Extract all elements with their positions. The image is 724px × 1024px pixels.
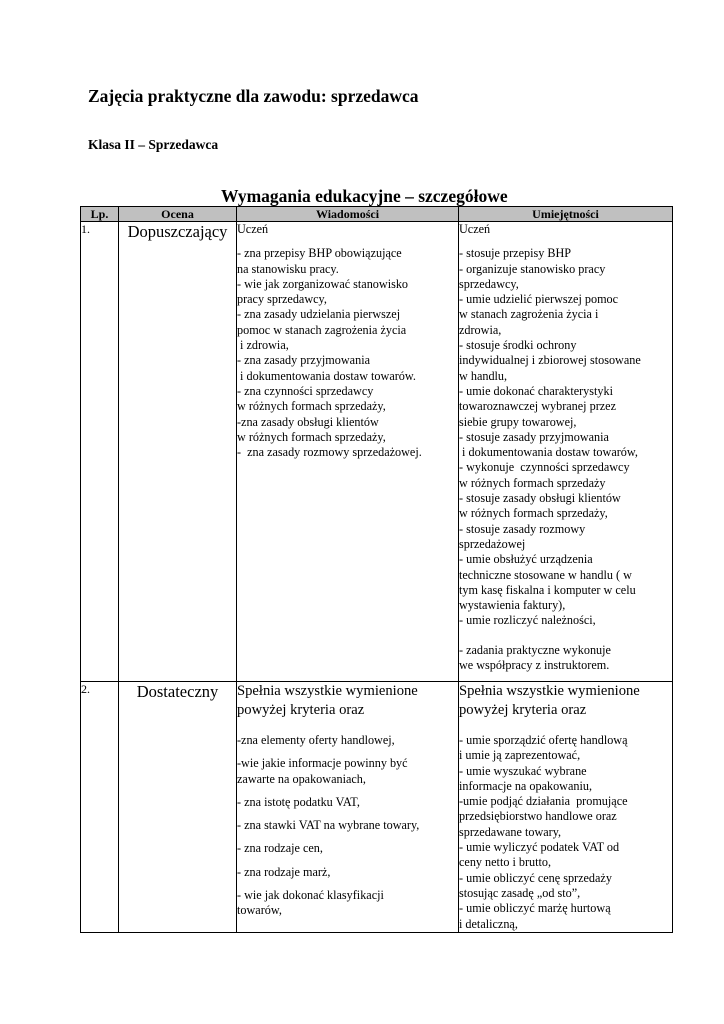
list-item: w różnych formach sprzedaży <box>459 475 606 490</box>
list-item: - wykonuje czynności sprzedawcy <box>459 460 630 475</box>
list-item: w różnych formach sprzedaży, <box>237 399 386 414</box>
list-item: pracy sprzedawcy, <box>237 292 327 307</box>
cell-intro: Spełnia wszystkie wymienione <box>237 683 418 699</box>
list-item: przedsiębiorstwo handlowe oraz <box>459 809 617 824</box>
cell-intro: Spełnia wszystkie wymienione <box>459 683 640 699</box>
list-item: zdrowia, <box>459 322 502 337</box>
list-item: - zadania praktyczne wykonuje <box>459 642 611 657</box>
list-item: - organizuje stanowisko pracy <box>459 261 606 276</box>
list-item: we współpracy z instruktorem. <box>459 658 610 673</box>
list-item: indywidualnej i zbiorowej stosowane <box>459 353 641 368</box>
table-row <box>81 682 673 933</box>
table-row <box>81 222 673 682</box>
list-item: - umie obliczyć marżę hurtową <box>459 901 611 916</box>
list-item: stosując zasadę „od sto”, <box>459 885 581 900</box>
list-item: sprzedażowej <box>459 536 526 551</box>
skills-cell <box>459 682 673 933</box>
list-item: -zna elementy oferty handlowej, <box>237 733 395 747</box>
list-item: - zna stawki VAT na wybrane towary, <box>237 818 420 833</box>
list-item: - zna rodzaje cen, <box>237 841 323 856</box>
header-wiadomosci: Wiadomości <box>237 207 459 222</box>
list-item: - zna zasady rozmowy sprzedażowej. <box>237 445 422 460</box>
knowledge-cell <box>237 222 459 682</box>
list-item: - zna rodzaje marż, <box>237 864 331 879</box>
list-item: tym kasę fiskalna i komputer w celu <box>459 582 636 597</box>
grade-cell: Dopuszczający <box>119 222 237 682</box>
knowledge-cell <box>237 682 459 933</box>
cell-intro: powyżej kryteria oraz <box>237 701 365 718</box>
list-item: - wie jak zorganizować stanowisko <box>237 276 409 291</box>
list-item: - umie wyliczyć podatek VAT od <box>459 840 620 855</box>
list-item: informacje na opakowaniu, <box>459 778 592 793</box>
grade-cell: Dostateczny <box>119 682 237 933</box>
cell-intro: powyżej kryteria oraz <box>459 701 587 718</box>
cell-intro: Uczeń <box>237 222 269 236</box>
list-item: ceny netto i brutto, <box>459 855 552 870</box>
list-item: - stosuje środki ochrony <box>459 338 577 353</box>
list-item: - stosuje zasady przyjmowania <box>459 429 609 444</box>
list-item: - zna przepisy BHP obowiązujące <box>237 246 402 261</box>
list-item: i detaliczną, <box>459 916 518 931</box>
header-ocena: Ocena <box>119 207 237 222</box>
list-item: -zna zasady obsługi klientów <box>237 414 379 429</box>
list-item: na stanowisku pracy. <box>237 261 339 276</box>
list-item: zawarte na opakowaniach, <box>237 771 366 786</box>
list-item: -wie jakie informacje powinny być <box>237 756 408 771</box>
list-item: - umie obliczyć cenę sprzedaży <box>459 870 612 885</box>
list-item: - umie obsłużyć urządzenia <box>459 552 593 567</box>
list-item: towaroznawczej wybranej przez <box>459 399 616 414</box>
list-item: - umie wyszukać wybrane <box>459 763 587 778</box>
list-item: w różnych formach sprzedaży, <box>237 429 386 444</box>
list-item: w różnych formach sprzedaży, <box>459 506 608 521</box>
list-item: i dokumentowania dostaw towarów. <box>237 368 416 383</box>
list-item: - zna zasady udzielania pierwszej <box>237 307 401 322</box>
header-lp: Lp. <box>81 207 119 222</box>
list-item: towarów, <box>237 903 282 918</box>
row-number: 2. <box>81 682 119 933</box>
list-item: - stosuje zasady obsługi klientów <box>459 491 621 506</box>
document-subtitle: Klasa II – Sprzedawca <box>88 137 219 152</box>
list-item: pomoc w stanach zagrożenia życia <box>237 322 407 337</box>
header-umiejetnosci: Umiejętności <box>459 207 673 222</box>
list-item: - umie sporządzić ofertę handlową <box>459 733 628 747</box>
row-number: 1. <box>81 222 119 682</box>
list-item: - umie rozliczyć należności, <box>459 613 596 628</box>
table-header-row <box>81 207 673 222</box>
list-item: - umie dokonać charakterystyki <box>459 383 613 398</box>
list-item: siebie grupy towarowej, <box>459 414 577 429</box>
requirements-table <box>80 206 673 933</box>
list-item: -umie podjąć działania promujące <box>459 794 628 809</box>
list-item: - zna zasady przyjmowania <box>237 353 370 368</box>
list-item: sprzedawane towary, <box>459 824 562 839</box>
list-item: sprzedawcy, <box>459 276 519 291</box>
list-item: - stosuje przepisy BHP <box>459 246 572 261</box>
section-heading: Wymagania edukacyjne – szczegółowe <box>221 186 508 206</box>
list-item: wystawienia faktury), <box>459 598 566 613</box>
list-item: techniczne stosowane w handlu ( w <box>459 567 632 582</box>
skills-cell <box>459 222 673 682</box>
list-item: i umie ją zaprezentować, <box>459 748 581 763</box>
list-item: - umie udzielić pierwszej pomoc <box>459 292 619 307</box>
list-item: - zna czynności sprzedawcy <box>237 383 374 398</box>
list-item: w stanach zagrożenia życia i <box>459 307 599 322</box>
list-item: - wie jak dokonać klasyfikacji <box>237 888 384 903</box>
document-title: Zajęcia praktyczne dla zawodu: sprzedawca <box>88 86 419 106</box>
list-item: i dokumentowania dostaw towarów, <box>459 445 638 460</box>
list-item: - stosuje zasady rozmowy <box>459 521 586 536</box>
cell-intro: Uczeń <box>459 222 491 236</box>
list-item: w handlu, <box>459 368 508 383</box>
list-item: i zdrowia, <box>237 338 289 353</box>
list-item: - zna istotę podatku VAT, <box>237 794 360 809</box>
